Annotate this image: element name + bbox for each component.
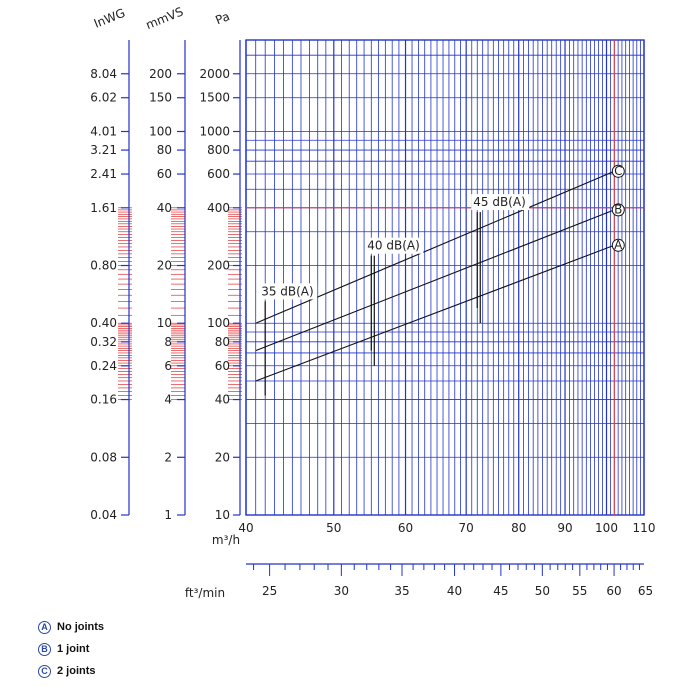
x2-tick-label: 40 [446,584,463,598]
y-tick-label: 1.61 [90,200,117,215]
y-tick-label: 40 [214,392,230,407]
y-tick-label: 8 [164,334,172,349]
x2-tick-label: 50 [534,584,550,598]
series-label-c: C [614,163,623,178]
x-tick-label: 40 [238,521,254,535]
y-tick-label: 6.02 [90,90,117,105]
y-axis-unit-pa: Pa [213,9,232,28]
x-tick-label: 60 [397,521,414,535]
y-tick-label: 800 [207,143,230,158]
legend-item-b [38,638,104,660]
x-tick-label: 80 [511,521,527,535]
legend [38,616,104,682]
y-tick-label: 6 [164,358,172,373]
y-tick-label: 8.04 [90,66,117,81]
y-axis-unit-inwg: InWG [91,5,128,31]
legend-label-b: 1 joint [57,643,90,655]
y-tick-label: 60 [214,358,230,373]
legend-badge-a: A [38,621,51,634]
y-tick-label: 4 [164,392,172,407]
y-tick-label: 3.21 [90,143,117,158]
y-tick-label: 0.24 [90,358,117,373]
legend-label-c: 2 joints [57,665,96,677]
x2-axis-unit: ft³/min [184,586,226,600]
legend-item-c [38,660,104,682]
y-tick-label: 600 [207,167,230,182]
y-tick-label: 400 [207,200,230,215]
x2-tick-label: 30 [333,584,349,598]
y-tick-label: 100 [207,316,230,331]
x2-tick-label: 60 [606,584,622,598]
x-tick-label: 100 [595,521,618,535]
legend-item-a [38,616,104,638]
y-tick-label: 2000 [199,66,230,81]
legend-badge-c: C [38,665,51,678]
y-tick-label: 2 [164,450,172,465]
x2-tick-label: 35 [394,584,410,598]
x2-tick-label: 65 [637,584,654,598]
y-tick-label: 2.41 [90,167,117,182]
y-tick-label: 10 [214,508,230,522]
x2-tick-label: 45 [493,584,509,598]
x-tick-label: 110 [632,521,656,535]
x2-tick-label: 55 [572,584,588,598]
y-tick-label: 0.32 [90,334,117,349]
y-tick-label: 80 [156,143,172,158]
y-tick-label: 4.01 [90,124,117,139]
y-tick-label: 150 [149,90,172,105]
series-label-b: B [614,202,623,217]
y-tick-label: 60 [156,167,172,182]
legend-badge-b: B [38,643,51,656]
annotation-label: 35 dB(A) [261,284,314,299]
y-tick-label: 200 [149,66,172,81]
x2-tick-label: 25 [261,584,278,598]
y-tick-label: 0.04 [90,508,117,522]
y-tick-label: 0.08 [90,450,117,465]
y-tick-label: 40 [156,200,172,215]
x-tick-label: 70 [458,521,474,535]
x-tick-label: 50 [326,521,342,535]
y-tick-label: 0.16 [90,392,117,407]
x-tick-label: 90 [557,521,573,535]
y-tick-label: 100 [149,124,172,139]
x-axis-unit: m³/h [211,533,241,547]
y-tick-label: 0.80 [90,258,117,273]
y-tick-label: 80 [214,334,230,349]
y-tick-label: 10 [156,316,172,331]
y-tick-label: 1 [164,508,172,522]
y-tick-label: 1500 [199,90,230,105]
legend-label-a: No joints [57,621,105,633]
series-label-a: A [614,237,623,252]
annotation-label: 45 dB(A) [473,195,526,210]
y-tick-label: 1000 [199,124,230,139]
y-tick-label: 20 [214,450,230,465]
plot-frame [246,40,644,515]
y-tick-label: 20 [156,258,172,273]
annotation-label: 40 dB(A) [367,238,420,253]
y-tick-label: 0.40 [90,316,117,331]
y-tick-label: 200 [207,258,230,273]
y-axis-unit-mmvs: mmVS [143,4,186,33]
